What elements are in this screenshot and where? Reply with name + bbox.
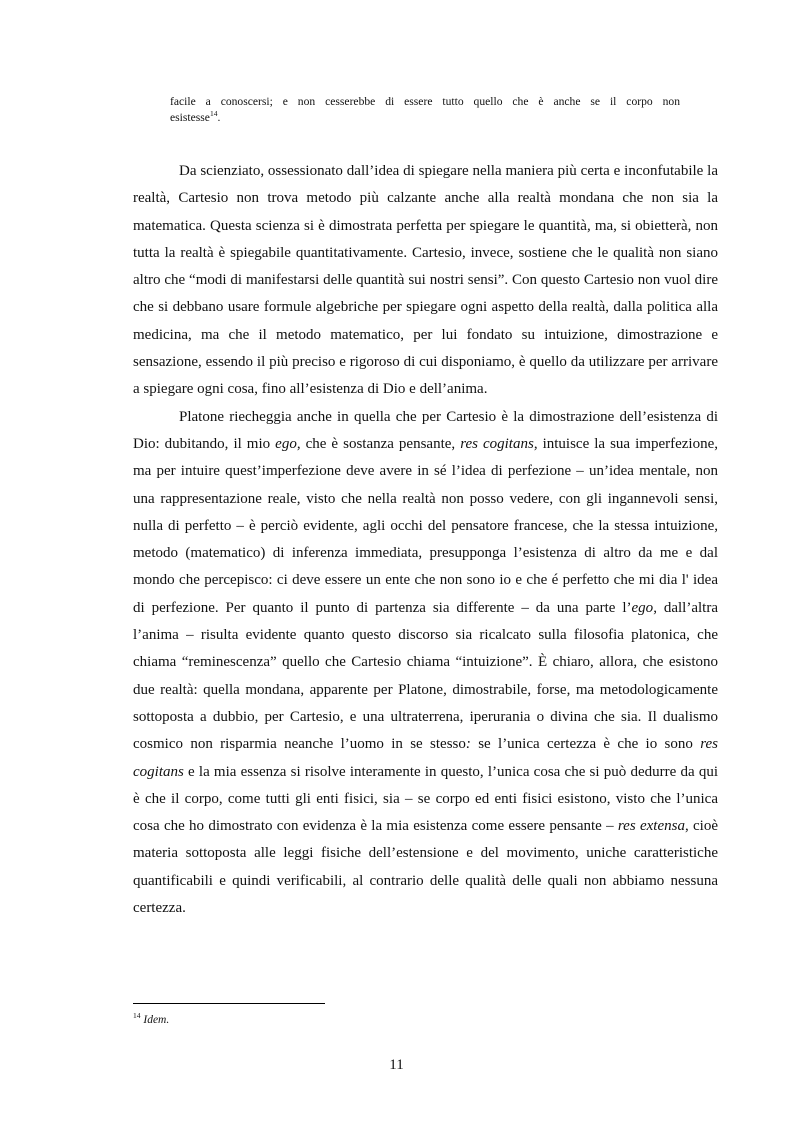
text-run: e la mia essenza si risolve interamente in questo, l’unica cosa che si può dedurre da qui è che il corpo, come tutti gli enti fisici, sia – se corpo ed enti fisici esistono, visto che l’unica cosa che ho dimostrato con evidenza è la mia esistenza come essere pensante – xyxy=(133,763,718,835)
quote-line-2: esistesse xyxy=(170,111,210,124)
paragraph-2 xyxy=(133,404,718,923)
text-run: , dall’altra l’anima – risulta evidente quanto questo discorso sia ricalcato sulla filosofia platonica, che chiama “reminescenza” quello che Cartesio chiama “intuizione”. È chiaro, allora, che esistono due realtà: quella mondana, apparente per Platone, dimostrabile, forse, ma metodologicamente sottoposta a dubbio, per Cartesio, e una ultraterrena, iperurania o divina che sia. Il dualismo cosmico non risparmia neanche l’uomo in se stesso xyxy=(133,599,718,753)
italic-term: ego xyxy=(275,435,297,452)
footnote xyxy=(133,1013,169,1027)
page-number: 11 xyxy=(389,1057,404,1073)
text-run: Platone riecheggia anche in quella che per Cartesio è la dimostrazione dell’esistenza di Dio: dubitando, il mio xyxy=(133,408,718,452)
italic-term: res cogitans xyxy=(133,736,718,780)
footnote-number: 14 xyxy=(133,1011,141,1020)
paragraph-1 xyxy=(133,158,718,404)
block-quote xyxy=(170,94,680,126)
italic-term: ego xyxy=(631,599,654,616)
footnote-text: Idem. xyxy=(143,1014,170,1026)
italic-term: res cogitans xyxy=(460,435,534,452)
quote-end: . xyxy=(217,111,221,124)
footnote-divider xyxy=(133,1003,325,1004)
italic-term: res extensa xyxy=(617,818,685,835)
footnote-ref-14[interactable]: 14 xyxy=(209,109,218,118)
text-run: , intuisce la sua imperfezione, ma per intuire quest’imperfezione deve avere in sé l’idea di perfezione – un’idea mentale, non una rappresentazione reale, visto che nella realtà non posso vedere, con gli ingannevoli sensi, nulla di perfetto – è perciò evidente, agli occhi del pensatore francese, che la stessa intuizione, metodo (matematico) di inferenza immediata, presupponga l’esistenza di altro da me e dal mondo che percepisco: ci deve essere un ente che non sono io e che é perfetto che mi dia l' idea di perfezione. Per quanto il punto di partenza sia differente – da una parte l’ xyxy=(133,435,718,616)
quote-line-1: facile a conoscersi; e non cesserebbe di essere tutto quello che è anche se il corpo non xyxy=(170,95,680,108)
text-run: se l’unica certezza è che io sono xyxy=(470,736,701,753)
text-run: , che è sostanza pensante, xyxy=(296,435,461,452)
text-run: Da scienziato, ossessionato dall’idea di spiegare nella maniera più certa e inconfutabile la realtà, Cartesio non trova metodo più calzante anche alla realtà mondana che non sia la matematica. Questa scienza si è dimostrata perfetta per spiegare le quantità, ma, si obietterà, non tutta la realtà è spiegabile quantitativamente. Cartesio, invece, sostiene che le qualità non siano altro che “modi di manifestarsi delle quantità sui nostri sensi”. Con questo Cartesio non vuol dire che si debbano usare formule algebriche per spiegare ogni aspetto della realtà, dalla politica alla medicina, ma che il metodo matematico, per lui fondato su intuizione, dimostrazione e sensazione, essendo il più preciso e rigoroso di cui disponiamo, è quello da utilizzare per arrivare a spiegare ogni cosa, fino all’esistenza di Dio e dell’anima. xyxy=(133,163,718,398)
italic-term: : xyxy=(465,736,471,753)
text-run: , cioè materia sottoposta alle leggi fisiche dell’estensione e del movimento, uniche caratteristiche quantificabili e quindi verificabili, al contrario delle qualità delle quali non abbiamo nessuna certezza. xyxy=(133,818,718,917)
body-text xyxy=(133,158,718,922)
